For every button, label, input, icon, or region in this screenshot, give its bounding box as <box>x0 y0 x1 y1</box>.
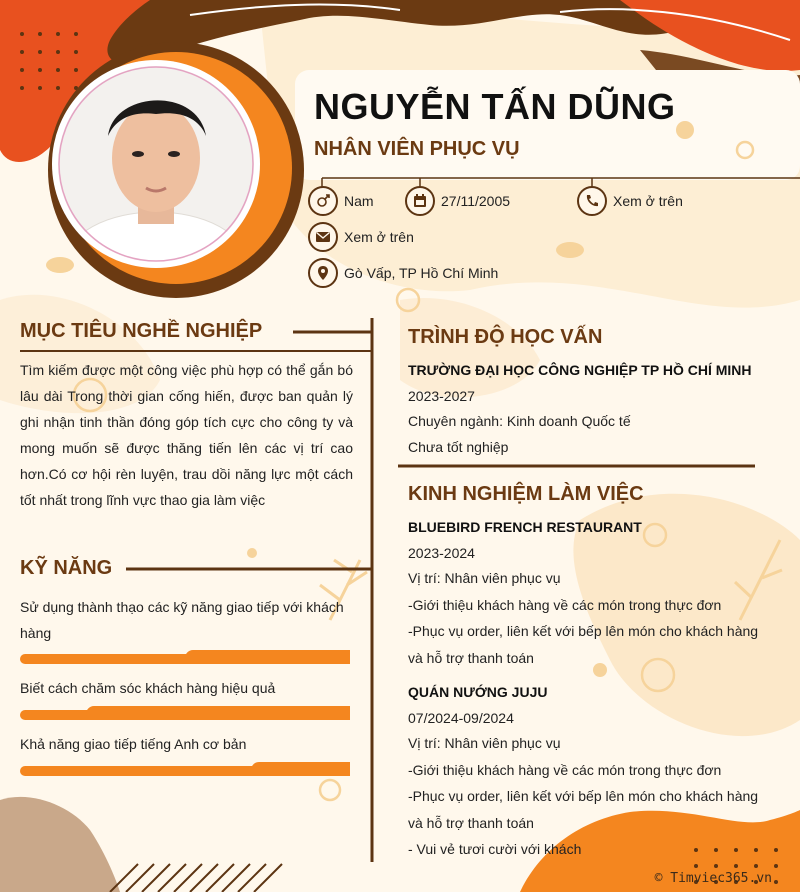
company-name: BLUEBIRD FRENCH RESTAURANT <box>408 519 642 535</box>
gender-icon <box>308 186 338 216</box>
contact-email <box>308 222 414 252</box>
experience-heading: KINH NGHIỆM LÀM VIỆC <box>408 483 644 505</box>
job-duty: và hỗ trợ thanh toán <box>408 649 534 666</box>
education-heading: TRÌNH ĐỘ HỌC VẤN <box>408 326 603 348</box>
skill-bar-fill <box>251 762 350 776</box>
job-duty: -Giới thiệu khách hàng về các món trong thực đơn <box>408 596 722 613</box>
location-pin-icon <box>308 258 338 288</box>
education-block <box>408 358 752 460</box>
email-icon <box>308 222 338 252</box>
job-period: 07/2024-09/2024 <box>408 709 514 726</box>
company-name: QUÁN NƯỚNG JUJU <box>408 684 548 700</box>
education-status: Chưa tốt nghiệp <box>408 438 509 455</box>
calendar-icon <box>405 186 435 216</box>
job-duty: và hỗ trợ thanh toán <box>408 814 534 831</box>
email-value: Xem ở trên <box>344 229 414 245</box>
objective-text: Tìm kiếm được một công việc phù hợp có thể gắn bó lâu dài Trong thời gian cống hiến, được ban quản lý ghi nhận tinh thần đóng góp tích cực cho công ty và mong muốn sẽ được thăng tiến lên các vị trí cao hơn.Có cơ hội rèn luyện, trau dồi năng lực một cách tốt nhất trong lĩnh vực thao gia làm việc <box>20 362 353 508</box>
phone-value: Xem ở trên <box>613 193 683 209</box>
phone-icon <box>577 186 607 216</box>
skill-label: Biết cách chăm sóc khách hàng hiệu quả <box>20 680 276 696</box>
contact-address <box>308 258 498 288</box>
contact-birthday <box>405 186 510 216</box>
job-role: Vị trí: Nhân viên phục vụ <box>408 735 561 751</box>
skill-label: Khả năng giao tiếp tiếng Anh cơ bản <box>20 736 247 752</box>
watermark: © Timviec365.vn <box>654 871 772 886</box>
education-major: Chuyên ngành: Kinh doanh Quốc tế <box>408 413 631 429</box>
objective-heading: MỤC TIÊU NGHỀ NGHIỆP <box>20 320 263 342</box>
job-duty: -Phục vụ order, liên kết với bếp lên món cho khách hàng <box>408 788 759 804</box>
job-period: 2023-2024 <box>408 544 475 561</box>
job-title: NHÂN VIÊN PHỤC VỤ <box>314 138 520 160</box>
contact-phone <box>577 186 683 216</box>
skill-bar-fill <box>185 650 350 664</box>
contact-gender <box>308 186 374 216</box>
education-years: 2023-2027 <box>408 387 475 404</box>
job-entry <box>408 680 758 863</box>
job-role: Vị trí: Nhân viên phục vụ <box>408 570 561 586</box>
birthday-value: 27/11/2005 <box>441 193 511 209</box>
job-duty: - Vui vẻ tươi cười với khách <box>408 841 582 857</box>
skill-bar <box>20 706 350 720</box>
skills-heading: KỸ NĂNG <box>20 557 113 579</box>
skill-bar-fill <box>86 706 350 720</box>
job-entry <box>408 515 758 671</box>
job-duty: -Phục vụ order, liên kết với bếp lên món cho khách hàng <box>408 623 759 639</box>
address-value: Gò Vấp, TP Hồ Chí Minh <box>344 265 499 281</box>
skill-bar <box>20 762 350 776</box>
school-name: TRƯỜNG ĐẠI HỌC CÔNG NGHIỆP TP HỒ CHÍ MINH <box>408 362 752 378</box>
avatar <box>58 66 254 262</box>
skill-label: Sử dụng thành thạo các kỹ năng giao tiếp với khách hàng <box>20 599 344 641</box>
gender-value: Nam <box>344 193 374 209</box>
job-duty: -Giới thiệu khách hàng về các món trong thực đơn <box>408 761 722 778</box>
candidate-name: NGUYỄN TẤN DŨNG <box>314 86 676 127</box>
skill-bar <box>20 650 350 664</box>
